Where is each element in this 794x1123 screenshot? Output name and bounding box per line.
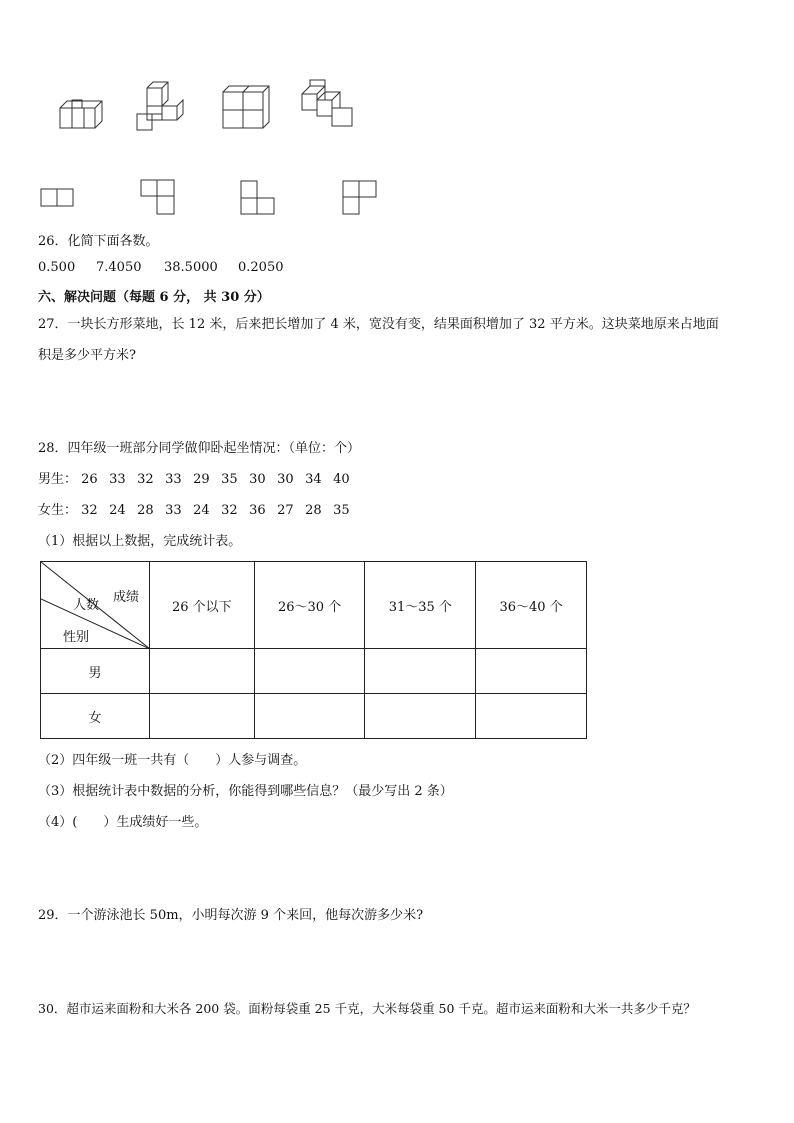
girls-value: 35 <box>333 503 350 518</box>
table-row <box>41 694 587 739</box>
header-label-score: 成绩 <box>113 590 140 605</box>
question-26-title: 26．化简下面各数。 <box>38 234 159 249</box>
boys-value: 26 <box>81 472 98 487</box>
question-29: 29．一个游泳池长 50m，小明每次游 9 个来回，他每次游多少米? <box>38 908 424 923</box>
header-label-gender: 性别 <box>63 630 90 645</box>
girls-value: 28 <box>305 503 322 518</box>
boys-value: 30 <box>249 472 266 487</box>
girls-value: 32 <box>221 503 238 518</box>
boys-value: 33 <box>109 472 126 487</box>
plan-view-d <box>342 180 380 216</box>
solid-figure-d <box>300 78 356 130</box>
question-28-title: 28．四年级一班部分同学做仰卧起坐情况：（单位：个） <box>38 441 361 456</box>
girls-value: 27 <box>277 503 294 518</box>
boys-value: 33 <box>165 472 182 487</box>
plan-view-a <box>40 188 76 208</box>
table-header-diagonal-cell <box>41 562 150 649</box>
section-6-heading: 六、解决问题（每题 6 分， 共 30 分） <box>38 290 270 305</box>
q28-sub-4: （4）( ）生成绩好一些。 <box>38 815 208 830</box>
plan-view-c <box>240 180 278 216</box>
q26-number-3: 38.5000 <box>164 260 218 275</box>
answer-cell[interactable] <box>476 694 587 739</box>
solid-figure-b <box>135 80 190 132</box>
statistics-table <box>40 561 587 739</box>
q28-sub-2: （2）四年级一班一共有（ ）人参与调查。 <box>38 753 307 768</box>
girls-label: 女生： <box>38 503 78 518</box>
girls-value: 24 <box>193 503 210 518</box>
answer-cell[interactable] <box>150 694 255 739</box>
q28-sub-1: （1）根据以上数据，完成统计表。 <box>38 534 242 549</box>
girls-value: 24 <box>109 503 126 518</box>
question-27-line-2: 积是多少平方米? <box>38 348 136 363</box>
boys-value: 35 <box>221 472 238 487</box>
question-27-line-1: 27．一块长方形菜地，长 12 米，后来把长增加了 4 米，宽没有变，结果面积增加了 32 平方米。这块菜地原来占地面 <box>38 317 719 332</box>
boys-value: 34 <box>305 472 322 487</box>
column-header: 31～35 个 <box>365 562 476 649</box>
plan-view-b <box>140 178 178 216</box>
boys-values <box>81 472 361 487</box>
table-row <box>41 649 587 694</box>
girls-value: 33 <box>165 503 182 518</box>
answer-cell[interactable] <box>476 649 587 694</box>
column-header: 26～30 个 <box>254 562 365 649</box>
boys-value: 40 <box>333 472 350 487</box>
solid-figure-a <box>55 96 105 130</box>
girls-values <box>81 503 361 518</box>
answer-cell[interactable] <box>150 649 255 694</box>
boys-label: 男生： <box>38 472 78 487</box>
column-header: 26 个以下 <box>150 562 255 649</box>
boys-value: 30 <box>277 472 294 487</box>
boys-value: 29 <box>193 472 210 487</box>
girls-data-row <box>38 499 361 518</box>
answer-cell[interactable] <box>254 694 365 739</box>
q26-number-1: 0.500 <box>38 260 76 275</box>
boys-value: 32 <box>137 472 154 487</box>
question-30: 30．超市运来面粉和大米各 200 袋。面粉每袋重 25 千克，大米每袋重 50 千克。超市运来面粉和大米一共多少千克？ <box>38 1001 696 1016</box>
answer-cell[interactable] <box>254 649 365 694</box>
solid-figure-c <box>220 84 270 132</box>
girls-value: 28 <box>137 503 154 518</box>
boys-data-row <box>38 468 361 487</box>
header-label-count: 人数 <box>73 598 100 613</box>
answer-cell[interactable] <box>365 694 476 739</box>
q26-number-2: 7.4050 <box>96 260 142 275</box>
q26-number-4: 0.2050 <box>238 260 284 275</box>
answer-cell[interactable] <box>365 649 476 694</box>
row-header-girls: 女 <box>41 694 150 739</box>
girls-value: 32 <box>81 503 98 518</box>
row-header-boys: 男 <box>41 649 150 694</box>
girls-value: 36 <box>249 503 266 518</box>
q28-sub-3: （3）根据统计表中数据的分析，你能得到哪些信息？（最少写出 2 条） <box>38 784 453 799</box>
column-header: 36～40 个 <box>476 562 587 649</box>
